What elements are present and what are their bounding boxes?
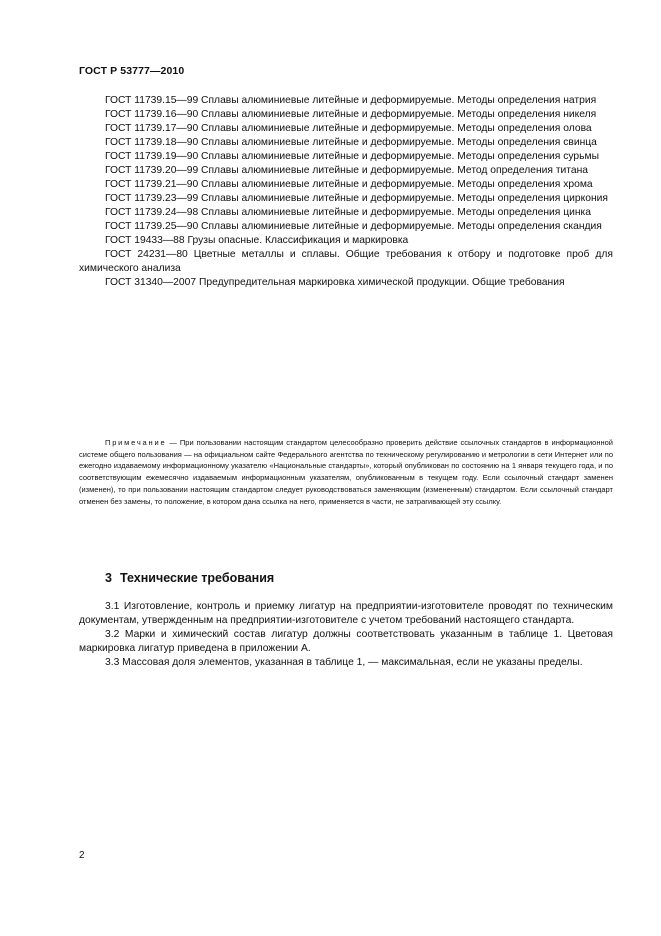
reference-item: ГОСТ 11739.15—99 Сплавы алюминиевые литейные и деформируемые. Методы определения натрия [105,95,597,106]
reference-item: ГОСТ 11739.25—90 Сплавы алюминиевые литейные и деформируемые. Методы определения скандия [105,221,602,232]
normative-references-list [79,94,613,290]
document-header: ГОСТ Р 53777—2010 [79,65,185,77]
section-title: Технические требования [119,571,275,585]
section-body [79,600,613,670]
reference-item: ГОСТ 11739.23—99 Сплавы алюминиевые литейные и деформируемые. Методы определения циркония [105,193,608,204]
note-label: Примечание [105,438,167,447]
reference-item: ГОСТ 19433—88 Грузы опасные. Классификация и маркировка [105,235,409,246]
reference-item: ГОСТ 11739.17—90 Сплавы алюминиевые литейные и деформируемые. Методы определения олова [105,123,592,134]
reference-item: ГОСТ 11739.19—90 Сплавы алюминиевые литейные и деформируемые. Методы определения сурьмы [105,151,599,162]
reference-item: ГОСТ 11739.21—90 Сплавы алюминиевые литейные и деформируемые. Методы определения хрома [105,179,593,190]
clause-paragraph: 3.1 Изготовление, контроль и приемку лигатур на предприятии-изготовителе проводят по техническим документам, утвержденным на предприятии-изготовителе с учетом требований настоящего стандарта. [79,601,613,626]
reference-item: ГОСТ 11739.18—90 Сплавы алюминиевые литейные и деформируемые. Методы определения свинца [105,137,597,148]
reference-item: ГОСТ 11739.16—90 Сплавы алюминиевые литейные и деформируемые. Методы определения никеля [105,109,597,120]
reference-item: ГОСТ 24231—80 Цветные металлы и сплавы. Общие требования к отбору и подготовке проб для химического анализа [79,249,613,274]
section-heading [105,571,274,585]
reference-item: ГОСТ 11739.20—99 Сплавы алюминиевые литейные и деформируемые. Метод определения титана [105,165,589,176]
reference-item: ГОСТ 31340—2007 Предупредительная маркировка химической продукции. Общие требования [105,277,565,288]
note-text: — При пользовании настоящим стандартом целесообразно проверить действие ссылочных стандартов в информационной системе общего пользования — на официальном сайте Федерального агентства по техническому регулированию и метрологии в сети Интернет или по ежегодно издаваемому информационному указателю «Национальные стандарты», который опубликован по состоянию на 1 января текущего года, и по соответствующим ежемесячно издаваемым информационным указателям, опубликованным в текущем году. Если ссылочный стандарт заменен (изменен), то при пользовании настоящим стандартом следует руководствоваться заменяющим (измененным) стандартом. Если ссылочный стандарт отменен без замены, то положение, в котором дана ссылка на него, применяется в части, не затрагивающей эту ссылку. [79,438,613,506]
page-number: 2 [79,850,85,861]
section-number: 3 [105,571,112,585]
clause-paragraph: 3.2 Марки и химический состав лигатур должны соответствовать указанным в таблице 1. Цветовая маркировка лигатур приведена в приложении А. [79,629,613,654]
clause-paragraph: 3.3 Массовая доля элементов, указанная в таблице 1, — максимальная, если не указаны пределы. [105,657,583,668]
reference-item: ГОСТ 11739.24—98 Сплавы алюминиевые литейные и деформируемые. Методы определения цинка [105,207,592,218]
note-paragraph [79,437,613,507]
